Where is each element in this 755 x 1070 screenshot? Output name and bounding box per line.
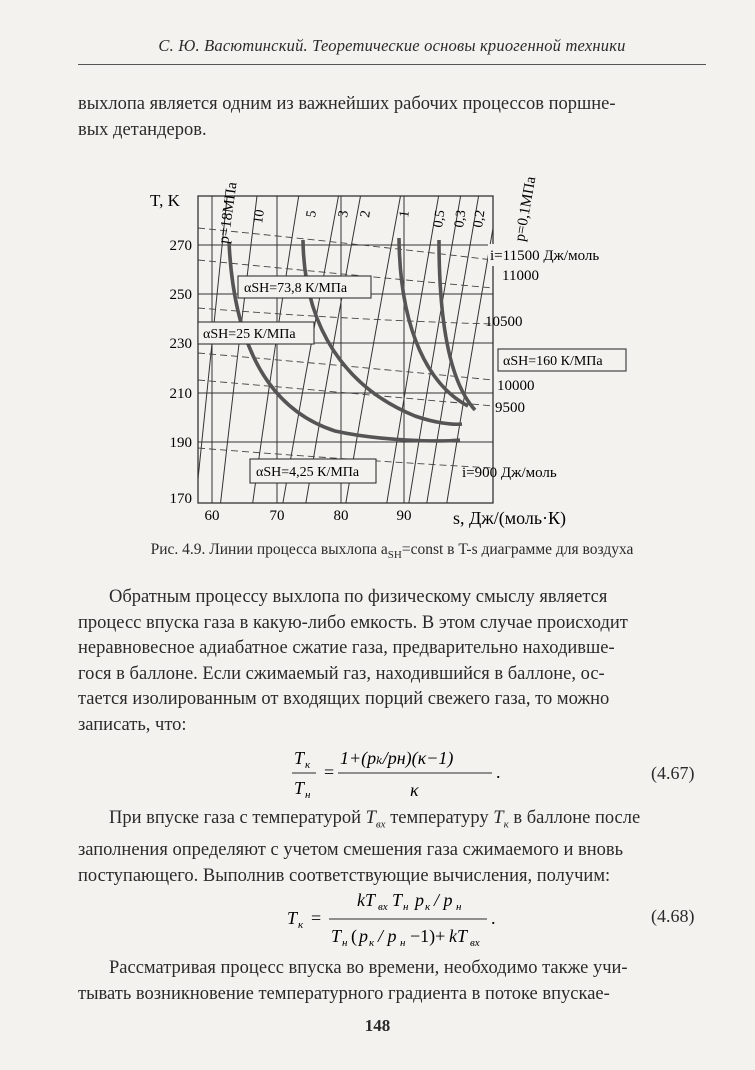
eq-subscript: н xyxy=(305,789,311,801)
text-line xyxy=(78,806,706,838)
text-line: поступающего. Выполнив соответствующие вычисления, получим: xyxy=(78,865,611,886)
svg-text:T: T xyxy=(392,890,403,910)
isobar-label: 2 xyxy=(358,209,374,219)
isobar-label: 0,5 xyxy=(431,209,449,229)
text-line: Рассматривая процесс впуска во времени, необходимо также учи- xyxy=(109,958,628,978)
paragraph-inlet xyxy=(78,585,706,738)
text-line: заполнения определяют с учетом смешения газа сжимаемого и вновь xyxy=(78,840,624,861)
text-line: тывать возникновение температурного градиента в потоке впускае- xyxy=(78,983,610,1004)
svg-text:=: = xyxy=(311,908,322,928)
svg-text:kT: kT xyxy=(449,926,467,946)
y-tick-label: 270 xyxy=(169,238,192,254)
paragraph-time xyxy=(78,956,706,1007)
text-line: неравновесное адиабатное сжатие газа, предварительно находивше- xyxy=(78,638,615,658)
eq-subscript: к xyxy=(305,759,311,771)
isobar-label: p=0,1МПа xyxy=(512,175,540,243)
isenthalp-label: 10500 xyxy=(485,314,523,330)
y-tick-label: 170 xyxy=(169,491,192,507)
header-rule xyxy=(78,64,706,65)
x-tick-label: 80 xyxy=(333,508,349,524)
process-label: αSH=160 К/МПа xyxy=(503,354,603,369)
y-axis-label: T, K xyxy=(150,191,180,210)
isobar-label: 0,3 xyxy=(452,209,470,229)
x-axis-label: s, Дж/(моль·К) xyxy=(453,508,567,528)
isobar-label: 0,2 xyxy=(471,209,489,229)
text-line: процесс впуска газа в какую-либо емкость. В этом случае происходит xyxy=(78,612,628,633)
svg-text:kT: kT xyxy=(357,890,375,910)
isobar-label: p=18МПа xyxy=(216,181,241,245)
equation-number: (4.67) xyxy=(651,763,695,783)
equation-4-68 xyxy=(285,884,515,955)
text-line: Обратным процессу выхлопа по физическому смыслу является xyxy=(109,587,608,607)
svg-text:к: к xyxy=(369,937,375,949)
svg-text:p: p xyxy=(359,926,368,946)
isobar-label: 3 xyxy=(336,209,352,219)
svg-text:.: . xyxy=(496,762,501,782)
svg-text:T: T xyxy=(331,926,342,946)
svg-text:н: н xyxy=(403,901,409,913)
inline-subscript: к xyxy=(503,818,509,831)
eq-subscript: к xyxy=(298,919,304,931)
x-tick-label: 60 xyxy=(204,508,220,524)
caption-subscript: SH xyxy=(387,549,402,562)
y-tick-label: 210 xyxy=(169,386,192,402)
svg-text:вх: вх xyxy=(378,901,388,913)
isenthalp-label: i=900 Дж/моль xyxy=(462,465,557,481)
text-line: тается изолированным от входящих порций свежего газа, то можно xyxy=(78,689,610,709)
text-line: гося в баллоне. Если сжимаемый газ, находившийся в баллоне, ос- xyxy=(78,663,605,684)
svg-text:−1)+: −1)+ xyxy=(410,926,446,946)
eq-symbol: T xyxy=(294,778,305,798)
process-label: αSH=25 К/МПа xyxy=(203,327,296,342)
y-tick-label: 250 xyxy=(169,287,192,303)
x-tick-label: 90 xyxy=(396,508,412,524)
eq-numerator: 1+(pₖ/pн)(κ−1) xyxy=(340,748,454,768)
figure-caption xyxy=(78,541,706,561)
intro-paragraph xyxy=(78,92,706,143)
text-run: температуру xyxy=(385,808,494,828)
caption-text: Рис. 4.9. Линии процесса выхлопа a xyxy=(150,541,388,558)
inline-symbol: T xyxy=(493,808,504,828)
y-tick-label: 190 xyxy=(169,435,192,451)
paragraph-filling xyxy=(78,806,706,889)
isenthalp-label: i=11500 Дж/моль xyxy=(490,248,600,264)
inline-subscript: вх xyxy=(375,818,386,831)
isenthalp-label: 9500 xyxy=(495,400,525,416)
isobar-label: 1 xyxy=(397,209,413,219)
isenthalp-label: 10000 xyxy=(497,378,535,394)
svg-text:p: p xyxy=(415,890,424,910)
eq-denominator: κ xyxy=(410,780,419,800)
running-header: С. Ю. Васютинский. Теоретические основы криогенной техники xyxy=(158,36,626,55)
svg-text:н: н xyxy=(400,937,406,949)
page-number: 148 xyxy=(364,1016,391,1035)
svg-text:=: = xyxy=(324,762,335,782)
text-run: в баллоне после xyxy=(508,808,641,828)
eq-symbol: T xyxy=(294,748,305,768)
text-line: вых детандеров. xyxy=(78,119,207,140)
svg-text:/ p: / p xyxy=(434,890,453,910)
x-tick-label: 70 xyxy=(269,508,285,524)
svg-text:/ p: / p xyxy=(378,926,397,946)
process-label: αSH=4,25 К/МПа xyxy=(256,465,360,480)
svg-text:(: ( xyxy=(351,926,357,946)
text-line: выхлопа является одним из важнейших рабочих процессов поршне- xyxy=(78,94,616,114)
svg-text:.: . xyxy=(491,908,496,928)
svg-text:к: к xyxy=(425,901,431,913)
svg-text:н: н xyxy=(342,937,348,949)
process-label: αSH=73,8 К/МПа xyxy=(244,281,348,296)
isobar-label: 5 xyxy=(304,209,320,219)
caption-text: =const в T-s диаграмме для воздуха xyxy=(401,541,634,558)
isenthalp-label: 11000 xyxy=(502,268,539,284)
svg-text:н: н xyxy=(456,901,462,913)
equation-4-67 xyxy=(292,742,512,807)
text-run: При впуске газа с температурой xyxy=(109,808,366,828)
inline-symbol: T xyxy=(365,808,376,828)
ts-diagram-figure xyxy=(150,148,640,533)
equation-number: (4.68) xyxy=(651,906,695,926)
svg-text:вх: вх xyxy=(470,937,480,949)
y-tick-label: 230 xyxy=(169,336,192,352)
eq-symbol: T xyxy=(287,908,298,928)
text-line: записать, что: xyxy=(78,714,187,735)
isobar-label: 10 xyxy=(251,208,268,225)
